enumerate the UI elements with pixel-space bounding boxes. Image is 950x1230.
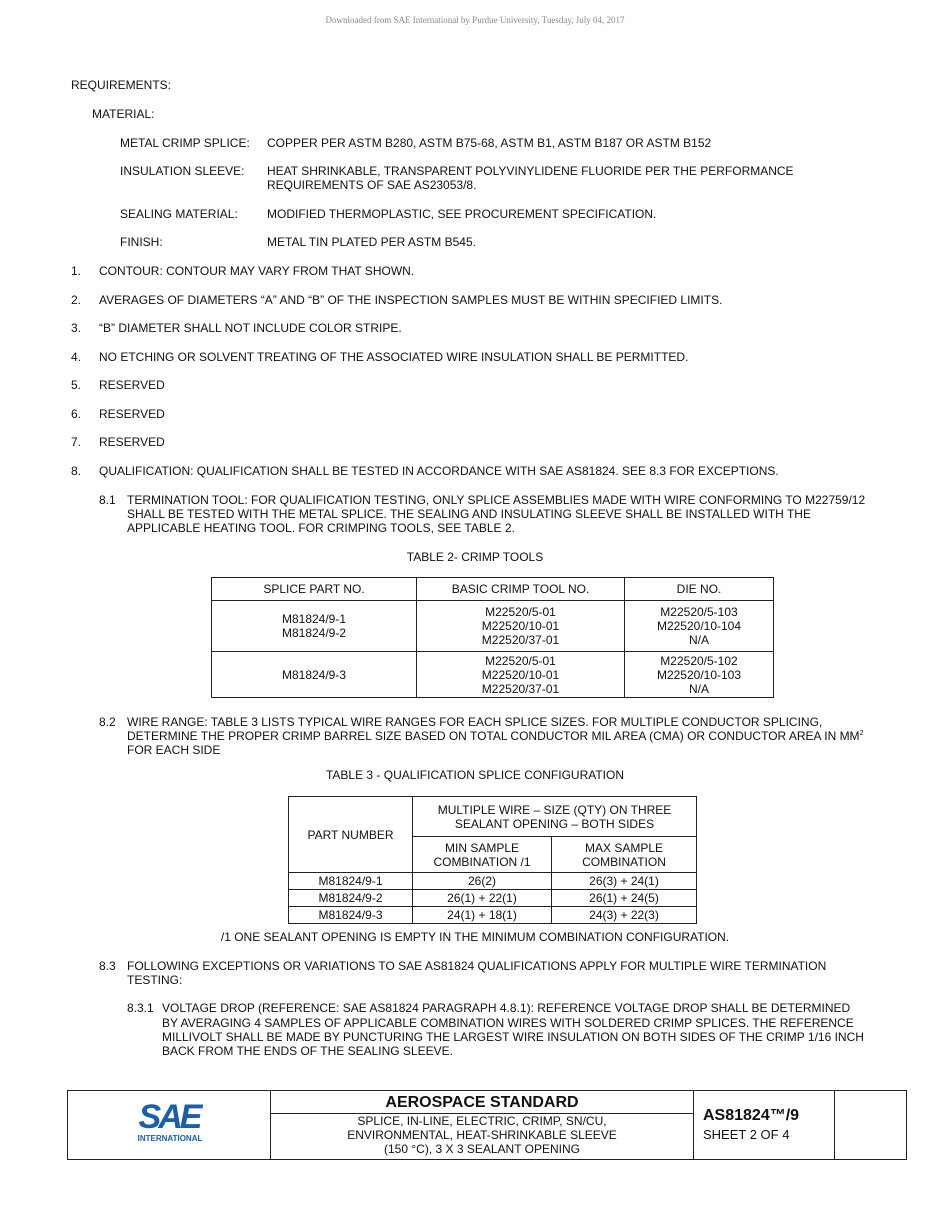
table-cell	[625, 601, 774, 652]
sae-logo-subtitle: INTERNATIONAL	[137, 1134, 203, 1143]
table-header	[413, 797, 697, 837]
section-text: WIRE RANGE: TABLE 3 LISTS TYPICAL WIRE RANGES FOR EACH SPLICE SIZES. FOR MULTIPLE CONDUCTOR SPLICING,	[127, 715, 823, 729]
part-number: M81824/9-3	[289, 907, 413, 924]
note-text: AVERAGES OF DIAMETERS “A” AND “B” OF THE INSPECTION SAMPLES MUST BE WITHIN SPECIFIED LIMITS.	[99, 293, 723, 307]
table-cell	[417, 601, 625, 652]
section-number: 8.3.1	[127, 1001, 154, 1015]
die-number: N/A	[688, 633, 709, 647]
sae-logo: SAE	[138, 1098, 200, 1136]
tool-number: M22520/10-01	[481, 667, 560, 682]
note-number: 6.	[71, 407, 82, 421]
section-text: APPLICABLE HEATING TOOL. FOR CRIMPING TOOLS, SEE TABLE 2.	[127, 521, 515, 535]
material-label: SEALING MATERIAL:	[120, 207, 238, 221]
die-number: M22520/10-103	[656, 667, 742, 682]
title-cell	[271, 1091, 694, 1159]
tool-number: M22520/5-01	[485, 605, 556, 619]
material-value: REQUIREMENTS OF SAE AS23053/8.	[267, 178, 477, 192]
table-header: BASIC CRIMP TOOL NO.	[417, 578, 625, 601]
section-text: BY AVERAGING 4 SAMPLES OF APPLICABLE COMBINATION WIRES WITH SOLDERED CRIMP SPLICES. THE REFERENCE	[162, 1016, 854, 1030]
section-text: TESTING:	[127, 973, 183, 987]
table-cell	[625, 652, 774, 698]
material-label: FINISH:	[120, 235, 163, 249]
material-value: HEAT SHRINKABLE, TRANSPARENT POLYVINYLIDENE FLUORIDE PER THE PERFORMANCE	[267, 164, 794, 178]
table3-caption: TABLE 3 - QUALIFICATION SPLICE CONFIGURATION	[325, 768, 625, 782]
table3-footnote: /1 ONE SEALANT OPENING IS EMPTY IN THE MINIMUM COMBINATION CONFIGURATION.	[220, 930, 730, 944]
table-header: PART NUMBER	[289, 797, 413, 873]
section-text-body: DETERMINE THE PROPER CRIMP BARREL SIZE BASED ON TOTAL CONDUCTOR MIL AREA (CMA) OR CONDUCTOR AREA IN MM	[127, 729, 860, 743]
die-number: M22520/5-102	[660, 653, 738, 668]
section-number: 8.2	[99, 715, 116, 729]
note-number: 4.	[71, 350, 82, 364]
section-text: MILLIVOLT SHALL BE MADE BY PUNCTURING THE LARGEST WIRE INSULATION ON BOTH SIDES OF THE CRIMP 1/16 INCH	[162, 1030, 864, 1044]
table-row	[212, 652, 774, 698]
part-number: M81824/9-1	[289, 873, 413, 890]
max-header-line: COMBINATION	[582, 854, 666, 869]
table-header	[552, 837, 697, 873]
material-value: METAL TIN PLATED PER ASTM B545.	[267, 235, 476, 249]
min-combination: 26(2)	[413, 873, 552, 890]
note-number: 3.	[71, 321, 82, 335]
tool-number: M22520/5-01	[485, 653, 556, 668]
min-header-line: MIN SAMPLE	[444, 840, 519, 855]
tool-number: M22520/10-01	[481, 619, 560, 633]
sheet-number: SHEET 2 OF 4	[703, 1127, 790, 1142]
document-number-cell	[694, 1091, 835, 1159]
part-number: M81824/9-2	[281, 626, 347, 640]
note-number: 5.	[71, 378, 82, 392]
description-line: SPLICE, IN-LINE, ELECTRIC, CRIMP, SN/CU,	[357, 1114, 607, 1128]
table2-caption: TABLE 2- CRIMP TOOLS	[406, 550, 544, 564]
material-label: METAL CRIMP SPLICE:	[120, 136, 250, 150]
section-text: VOLTAGE DROP (REFERENCE: SAE AS81824 PARAGRAPH 4.8.1): REFERENCE VOLTAGE DROP SHALL BE DETERMINED	[162, 1001, 851, 1015]
min-header-line: COMBINATION /1	[433, 854, 531, 869]
note-text: RESERVED	[99, 435, 165, 449]
description-line: (150 °C), 3 X 3 SEALANT OPENING	[384, 1142, 580, 1156]
max-header-line: MAX SAMPLE	[584, 840, 664, 855]
min-combination: 26(1) + 22(1)	[413, 890, 552, 907]
note-text: RESERVED	[99, 407, 165, 421]
note-text: CONTOUR: CONTOUR MAY VARY FROM THAT SHOWN.	[99, 264, 415, 278]
section-text: BACK FROM THE ENDS OF THE SEALING SLEEVE.	[162, 1044, 453, 1058]
material-value: COPPER PER ASTM B280, ASTM B75-68, ASTM B1, ASTM B187 OR ASTM B152	[267, 136, 712, 150]
max-combination: 24(3) + 22(3)	[552, 907, 697, 924]
note-number: 1.	[71, 264, 82, 278]
section-number: 8.3	[99, 959, 116, 973]
group-header-line: SEALANT OPENING – BOTH SIDES	[454, 816, 655, 831]
part-number: M81824/9-2	[289, 890, 413, 907]
crimp-tools-table	[211, 577, 774, 698]
table-row	[289, 907, 697, 924]
table-row	[212, 601, 774, 652]
group-header-line: MULTIPLE WIRE – SIZE (QTY) ON THREE	[437, 802, 672, 817]
note-number: 2.	[71, 293, 82, 307]
note-text: QUALIFICATION: QUALIFICATION SHALL BE TESTED IN ACCORDANCE WITH SAE AS81824. SEE 8.3 FOR EXCEPTIONS.	[99, 464, 779, 478]
superscript: 2	[859, 730, 864, 737]
standard-title: AEROSPACE STANDARD	[271, 1091, 693, 1114]
table-cell	[212, 652, 417, 698]
max-combination: 26(3) + 24(1)	[552, 873, 697, 890]
die-number: M22520/10-104	[656, 619, 742, 633]
note-number: 7.	[71, 435, 82, 449]
die-number: N/A	[688, 681, 709, 696]
material-heading: MATERIAL:	[92, 107, 155, 121]
requirements-heading: REQUIREMENTS:	[71, 78, 172, 92]
part-number: M81824/9-3	[281, 667, 347, 682]
table-header: DIE NO.	[625, 578, 774, 601]
tool-number: M22520/37-01	[481, 633, 560, 647]
table-header	[413, 837, 552, 873]
note-text: NO ETCHING OR SOLVENT TREATING OF THE ASSOCIATED WIRE INSULATION SHALL BE PERMITTED.	[99, 350, 689, 364]
material-label: INSULATION SLEEVE:	[120, 164, 245, 178]
splice-config-table	[288, 796, 697, 924]
section-text: SHALL BE TESTED WITH THE METAL SPLICE. THE SEALING AND INSULATING SLEEVE SHALL BE INSTALLED WITH THE	[127, 507, 811, 521]
section-text: FOLLOWING EXCEPTIONS OR VARIATIONS TO SAE AS81824 QUALIFICATIONS APPLY FOR MULTIPLE WIRE TERMINATION	[127, 959, 827, 973]
die-number: M22520/5-103	[660, 605, 738, 619]
table-cell	[417, 652, 625, 698]
note-text: RESERVED	[99, 378, 165, 392]
max-combination: 26(1) + 24(5)	[552, 890, 697, 907]
table-row	[289, 890, 697, 907]
table-header: SPLICE PART NO.	[212, 578, 417, 601]
section-number: 8.1	[99, 493, 116, 507]
tool-number: M22520/37-01	[481, 681, 560, 696]
table-row	[289, 873, 697, 890]
table-cell	[212, 601, 417, 652]
note-text: “B” DIAMETER SHALL NOT INCLUDE COLOR STRIPE.	[99, 321, 402, 335]
document-number: AS81824™/9	[703, 1107, 800, 1124]
section-text: TERMINATION TOOL: FOR QUALIFICATION TESTING, ONLY SPLICE ASSEMBLIES MADE WITH WIRE CONFORMING TO M22759/12	[127, 493, 866, 507]
logo-cell	[68, 1091, 271, 1159]
material-value: MODIFIED THERMOPLASTIC, SEE PROCUREMENT SPECIFICATION.	[267, 207, 657, 221]
note-number: 8.	[71, 464, 82, 478]
description-line: ENVIRONMENTAL, HEAT-SHRINKABLE SLEEVE	[347, 1128, 617, 1142]
part-number: M81824/9-1	[281, 612, 347, 626]
revision-cell	[835, 1091, 906, 1159]
download-banner: Downloaded from SAE International by Purdue University, Tuesday, July 04, 2017	[325, 15, 625, 25]
section-text	[127, 729, 863, 743]
standard-description	[271, 1114, 693, 1156]
min-combination: 24(1) + 18(1)	[413, 907, 552, 924]
section-text: FOR EACH SIDE	[127, 743, 221, 757]
title-block	[67, 1090, 907, 1160]
